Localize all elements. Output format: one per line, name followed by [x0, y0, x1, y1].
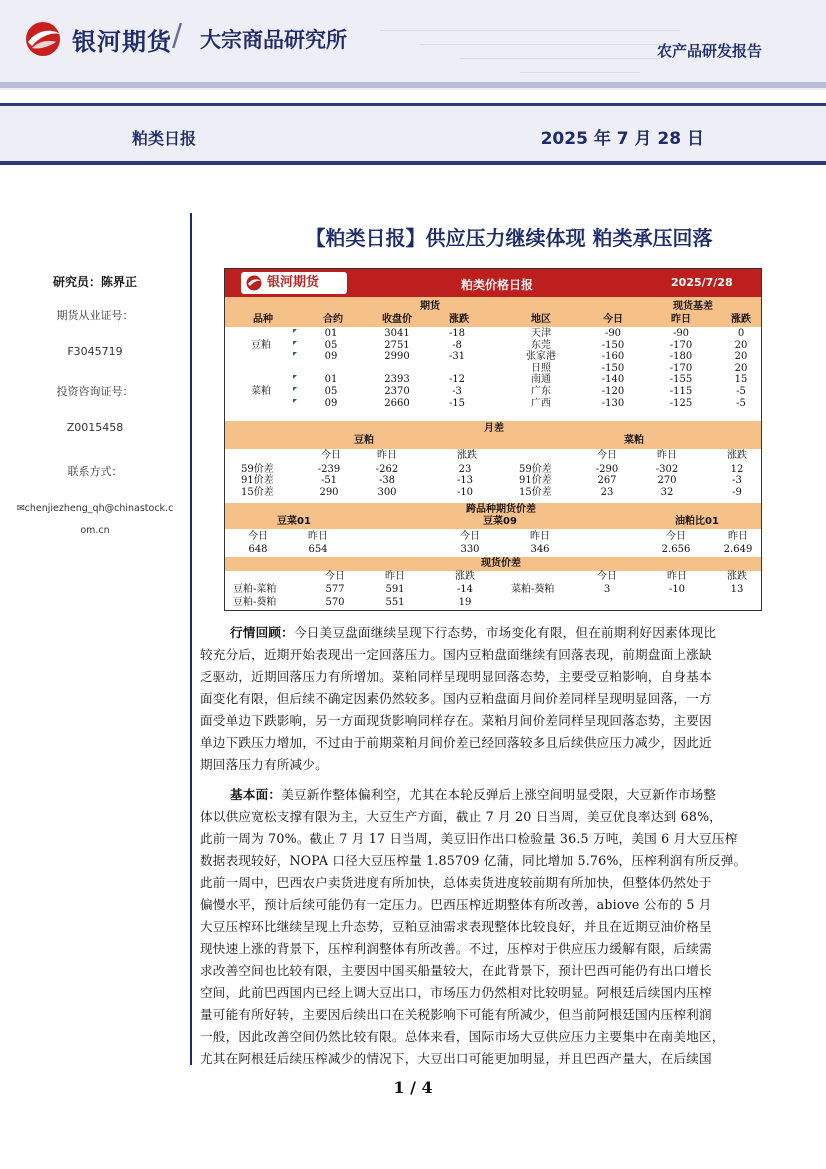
column-header: 涨跌	[449, 314, 469, 325]
page-number: 1 / 4	[393, 1078, 433, 1097]
futures-contract: 05	[324, 339, 338, 351]
futures-change: -18	[448, 328, 466, 339]
cross-spread-today: 330	[460, 544, 480, 555]
futures-variety: 菜粕	[251, 386, 271, 397]
spot-spread-name: 豆粕-菜粕	[233, 584, 277, 595]
paragraph-line: 大豆压榨环比继续呈现上升态势，豆粕豆油需求表现整体比较良好，并且在近期豆油价格呈	[200, 919, 712, 934]
spread-header: 今日	[597, 450, 617, 461]
spread-rape-today: 267	[597, 475, 617, 487]
spot-spread-yesterday: 551	[385, 597, 405, 608]
spread-soy-today: -51	[320, 475, 338, 487]
spot-basis-label: 现货基差	[673, 301, 713, 312]
cross-spread-name: 豆菜01	[277, 516, 311, 527]
spot-spread-yesterday: -10	[668, 584, 686, 595]
fundamentals-paragraph	[200, 784, 780, 1070]
cell-comment-marker	[293, 352, 297, 356]
basis-change: -5	[736, 397, 746, 409]
basis-region: 广西	[531, 397, 551, 409]
basis-today: -150	[601, 362, 625, 374]
report-type: 农产品研发报告	[656, 42, 762, 60]
basis-region: 张家港	[526, 351, 556, 363]
basis-yesterday: -170	[669, 339, 693, 351]
spread-header: 今日	[248, 531, 268, 542]
futures-change: -31	[448, 351, 466, 363]
spread-header: 昨日	[667, 571, 687, 582]
futures-close: 3041	[384, 328, 410, 339]
cross-spread-yesterday: 346	[530, 544, 550, 555]
paragraph-line: 面变化有限，但后续不确定因素仍然较多。国内豆粕盘面月间价差同样呈现明显回落，一方	[200, 691, 712, 706]
spread-header: 昨日	[385, 571, 405, 582]
report-title: 【粕类日报】供应压力继续体现 粕类承压回落	[305, 226, 713, 250]
basis-change: 0	[737, 328, 745, 339]
sidebar-divider	[190, 213, 192, 1065]
spot-spread-today: 3	[603, 584, 611, 595]
basis-yesterday: -125	[669, 397, 693, 409]
basis-today: -160	[601, 351, 625, 363]
futures-contract: 09	[324, 351, 338, 363]
cross-spread-today: 2.656	[661, 544, 691, 555]
basis-today: -90	[604, 328, 622, 339]
spread-name: 91价差	[519, 475, 552, 487]
cross-spread-label: 跨品种期货价差	[466, 504, 536, 515]
market-review-paragraph	[200, 622, 780, 776]
spread-rape-change: -3	[732, 475, 742, 487]
price-table-header	[225, 269, 761, 297]
basis-today: -120	[601, 386, 625, 397]
paragraph-line: 量可能有所好转，主要因后续出口在关税影响下可能有所减少，但当前阿根廷国内压榨利润	[200, 1007, 712, 1022]
basis-region: 日照	[531, 362, 551, 374]
spread-rape-change: 12	[730, 463, 744, 475]
spread-name: 59价差	[241, 463, 274, 475]
email-link[interactable]: ✉chenjiezheng_qh@chinastock.c	[16, 503, 174, 514]
section-label: 行情回顾：	[230, 625, 294, 640]
spread-soy-change: -10	[456, 486, 474, 498]
basis-yesterday: -170	[669, 362, 693, 374]
spread-name: 59价差	[519, 463, 552, 475]
spot-spread-today: 577	[325, 584, 345, 595]
spread-header: 涨跌	[457, 450, 477, 461]
futures-close: 2660	[384, 397, 410, 409]
basis-change: -5	[736, 386, 746, 397]
spot-spread-label: 现货价差	[481, 558, 521, 569]
spread-rape-yesterday: -302	[655, 463, 679, 475]
paragraph-line: 行情回顾：今日美豆盘面继续呈现下行态势，市场变化有限，但在前期利好因素体现比	[230, 625, 717, 640]
price-table	[224, 268, 762, 611]
basis-region: 天津	[531, 328, 551, 339]
paragraph-line: 空间，此前巴西国内已经上调大豆出口，市场压力仍然相对比较明显。阿根廷后续国内压榨	[200, 985, 712, 1000]
basis-yesterday: -90	[672, 328, 690, 339]
spread-soy-today: -239	[317, 463, 341, 475]
spread-soy-yesterday: -38	[378, 475, 396, 487]
spread-soy-change: -13	[456, 475, 474, 487]
paragraph-line: 数据表现较好，NOPA 口径大豆压榨量 1.85709 亿蒲，同比增加 5.76%，压榨利润有所反弹。	[200, 853, 747, 868]
cell-comment-marker	[293, 375, 297, 379]
spread-header: 今日	[597, 571, 617, 582]
spot-spread-today: 570	[325, 597, 345, 608]
header-rule	[0, 161, 826, 165]
futures-cert-label: 期货从业证号：	[56, 309, 134, 322]
futures-close: 2990	[384, 351, 410, 363]
futures-contract: 09	[324, 397, 338, 409]
spread-name: 91价差	[241, 475, 274, 487]
cross-spread-today: 648	[248, 544, 268, 555]
email-link-cont[interactable]: om.cn	[80, 525, 110, 536]
paragraph-line: 体以供应宽松支撑有限为主，大豆生产方面，截止 7 月 20 日当周，美豆优良率达到 68%，	[200, 809, 723, 824]
report-date: 2025 年 7 月 28 日	[540, 129, 704, 149]
futures-change: -8	[452, 339, 462, 351]
spot-spread-name: 豆粕-葵粕	[233, 597, 277, 608]
column-header: 品种	[253, 314, 273, 325]
spread-header: 昨日	[377, 450, 397, 461]
spread-rape-today: -290	[595, 463, 619, 475]
rape-meal-label: 菜粕	[624, 435, 644, 446]
invest-cert-label: 投资咨询证号：	[56, 385, 134, 398]
column-header: 地区	[531, 314, 551, 325]
basis-region: 南通	[531, 374, 551, 386]
futures-change: -12	[448, 374, 466, 386]
soy-meal-label: 豆粕	[354, 435, 374, 446]
basis-today: -130	[601, 397, 625, 409]
spot-spread-name: 菜粕-葵粕	[511, 584, 555, 595]
cross-spread-yesterday: 654	[308, 544, 328, 555]
paragraph-line: 较充分后，近期开始表现出一定回落压力。国内豆粕盘面继续有回落表现，前期盘面上涨缺	[200, 647, 712, 662]
column-header: 涨跌	[731, 314, 751, 325]
paragraph-line: 期回落压力有所减少。	[200, 757, 328, 772]
paragraph-line: 基本面：美豆新作整体偏利空，尤其在本轮反弹后上涨空间明显受限，大豆新作市场整	[230, 787, 717, 802]
basis-yesterday: -155	[669, 374, 693, 386]
mail-icon: ✉	[16, 503, 25, 514]
futures-close: 2393	[384, 374, 410, 386]
invest-cert: Z0015458	[66, 421, 124, 434]
header-rule	[0, 82, 826, 88]
spread-header: 涨跌	[455, 571, 475, 582]
institute-name: 大宗商品研究所	[200, 28, 347, 52]
column-header: 今日	[603, 314, 623, 325]
section-label: 基本面：	[230, 787, 282, 802]
table-date: 2025/7/28	[671, 276, 733, 289]
spread-header: 昨日	[530, 531, 550, 542]
paragraph-line: 此前一周为 70%。截止 7 月 17 日当周，美豆旧作出口检验量 36.5 万吨，美国 6 月大豆压榨	[200, 831, 738, 846]
month-spread-label: 月差	[484, 423, 504, 434]
futures-contract: 05	[324, 386, 338, 397]
galaxy-logo-icon	[245, 275, 263, 291]
basis-yesterday: -180	[669, 351, 693, 363]
spread-header: 涨跌	[727, 450, 747, 461]
futures-close: 2751	[384, 339, 410, 351]
paragraph-line: 一般，因此改善空间仍然比较有限。总体来看，国际市场大豆供应压力主要集中在南美地区，	[200, 1029, 725, 1044]
brand-divider: /	[172, 18, 183, 53]
paragraph-line: 现快速上涨的背景下，压榨利润整体有所改善。不过，压榨对于供应压力缓解有限，后续需	[200, 941, 712, 956]
futures-change: -3	[452, 386, 462, 397]
paragraph-line: 此前一周中，巴西农户卖货进度有所加快，总体卖货进度较前期有所加快，但整体仍然处于	[200, 875, 712, 890]
contact-label: 联系方式：	[67, 465, 123, 478]
futures-contract: 01	[324, 374, 338, 386]
paragraph-line: 求改善空间也比较有限，主要因中国买船量较大，在此背景下，预计巴西可能仍有出口增长	[200, 963, 712, 978]
cross-spread-name: 油粕比01	[675, 516, 719, 527]
cell-comment-marker	[293, 329, 297, 333]
spread-soy-today: 290	[319, 486, 339, 498]
cell-comment-marker	[293, 341, 297, 345]
spot-spread-change: 19	[458, 597, 472, 608]
futures-contract: 01	[324, 328, 338, 339]
cross-spread-name: 豆菜09	[483, 516, 517, 527]
column-header: 收盘价	[382, 314, 412, 325]
cell-comment-marker	[293, 399, 297, 403]
spot-spread-change: 13	[730, 584, 744, 595]
futures-variety: 豆粕	[251, 339, 271, 351]
paragraph-line: 乏驱动，近期回落压力有所增加。菜粕同样呈现明显回落态势，主要受豆粕影响，自身基本	[200, 669, 712, 684]
basis-today: -150	[601, 339, 625, 351]
table-brand: 银河期货	[241, 272, 347, 294]
spread-header: 昨日	[308, 531, 328, 542]
column-header: 合约	[323, 314, 343, 325]
paragraph-line: 偏慢水平，预计后续可能仍有一定压力。巴西压榨近期整体有所改善，abiove 公布的 5 月	[200, 897, 712, 912]
brand-name: 银河期货	[72, 28, 172, 56]
basis-yesterday: -115	[669, 386, 693, 397]
basis-change: 20	[734, 339, 748, 351]
cell-comment-marker	[293, 387, 297, 391]
spread-header: 涨跌	[727, 571, 747, 582]
daily-name: 粕类日报	[132, 129, 197, 148]
spread-soy-yesterday: -262	[375, 463, 399, 475]
spread-name: 15价差	[241, 486, 274, 498]
spread-header: 今日	[666, 531, 686, 542]
spread-name: 15价差	[519, 486, 552, 498]
spread-rape-today: 23	[600, 486, 614, 498]
spread-soy-yesterday: 300	[377, 486, 397, 498]
spread-rape-change: -9	[732, 486, 742, 498]
basis-region: 广东	[531, 386, 551, 397]
spot-spread-change: -14	[456, 584, 474, 595]
spread-soy-change: 23	[458, 463, 472, 475]
basis-region: 东莞	[531, 339, 551, 351]
basis-change: 20	[734, 351, 748, 363]
basis-change: 15	[734, 374, 748, 386]
paragraph-line: 尤其在阿根廷后续压榨减少的情况下，大豆出口可能更加明显，并且巴西产量大，在后续国	[200, 1051, 712, 1066]
spot-spread-yesterday: 591	[385, 584, 405, 595]
galaxy-logo-icon	[22, 20, 64, 58]
basis-change: 20	[734, 362, 748, 374]
spread-header: 昨日	[728, 531, 748, 542]
cross-spread-yesterday: 2.649	[723, 544, 753, 555]
spread-header: 今日	[460, 531, 480, 542]
spread-header: 昨日	[657, 450, 677, 461]
paragraph-line: 单边下跌压力增加，不过由于前期菜粕月间价差已经回落较多且后续供应压力减少，因此近	[200, 735, 712, 750]
column-header: 昨日	[671, 314, 691, 325]
futures-change: -15	[448, 397, 466, 409]
spread-header: 今日	[321, 450, 341, 461]
spread-rape-yesterday: 32	[660, 486, 674, 498]
futures-cert: F3045719	[67, 345, 123, 358]
researcher: 研究员：陈界正	[52, 275, 137, 289]
futures-label: 期货	[420, 301, 440, 312]
futures-close: 2370	[384, 386, 410, 397]
basis-today: -140	[601, 374, 625, 386]
spread-rape-yesterday: 270	[657, 475, 677, 487]
paragraph-line: 面受单边下跌影响，另一方面现货影响同样存在。菜粕月间价差同样呈现回落态势，主要因	[200, 713, 712, 728]
table-name: 粕类价格日报	[461, 278, 534, 292]
spread-header: 今日	[325, 571, 345, 582]
